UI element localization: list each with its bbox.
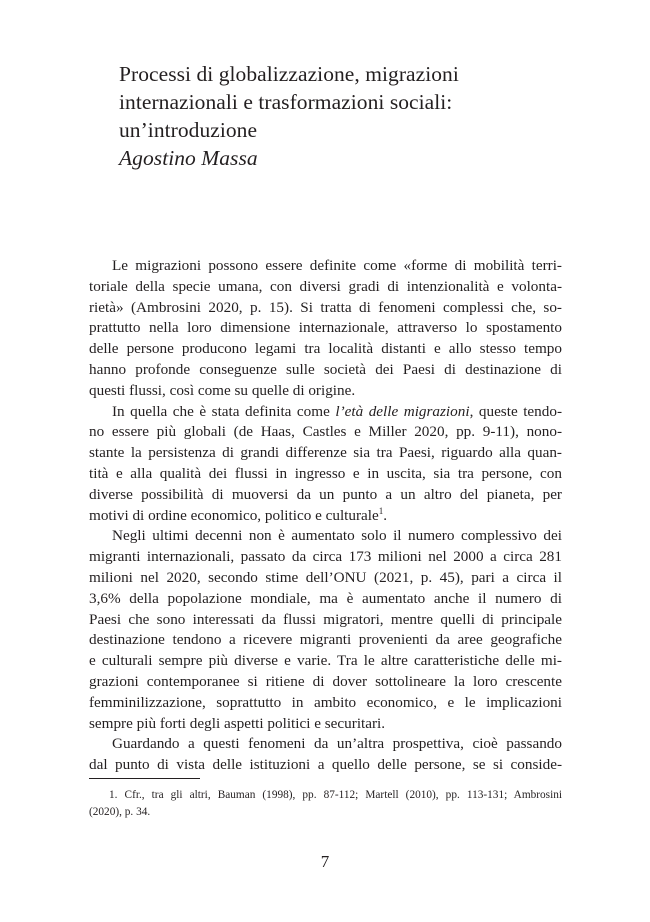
text-line: Negli ultimi decenni non è aumentato solo il numero complessivo dei — [112, 527, 562, 545]
text-line: destinazione tendono a ricevere migranti provenienti da aree geografiche — [89, 631, 562, 649]
text-line: prattutto nella loro dimensione internazionale, attraverso lo spostamento — [89, 319, 562, 337]
text-line: e culturali sempre più diverse e varie. Tra le altre caratteristiche delle mi- — [89, 652, 562, 670]
text-line: femminilizzazione, soprattutto in ambito economico, e le implicazioni — [89, 693, 562, 711]
text-line: delle persone producono legami tra località distanti e allo stesso tempo — [89, 340, 562, 358]
text-line: Le migrazioni possono essere definite come «forme di mobilità terri- — [112, 257, 562, 274]
page-number: 7 — [320, 852, 330, 871]
text-line: diverse possibilità di muoversi da un punto a un altro del pianeta, per — [89, 485, 562, 503]
paragraph — [89, 402, 562, 527]
body-text — [89, 256, 562, 776]
text-line: no essere più globali (de Haas, Castles e Miller 2020, pp. 9-11), nono- — [89, 423, 562, 441]
footnote-separator — [89, 778, 200, 779]
text-line: stante la persistenza di grandi differenze sia tra Paesi, riguardo alla quan- — [89, 444, 562, 462]
text-line: tità e alla qualità dei flussi in ingresso e in uscita, sia tra persone, con — [89, 464, 562, 482]
text-run: In quella che è stata definita come — [112, 402, 336, 420]
footnote-reference[interactable]: 1 — [378, 505, 384, 516]
chapter-title-line: Processi di globalizzazione, migrazioni — [119, 62, 459, 86]
text-line: grazioni contemporanee si ritiene di dover sottolineare la loro crescente — [89, 672, 562, 690]
paragraph — [89, 734, 562, 776]
footnote-line: 1. Cfr., tra gli altri, Bauman (1998), pp. 87-112; Martell (2010), pp. 113-131; Ambrosini — [109, 789, 562, 801]
chapter-title-line: internazionali e trasformazioni sociali: — [119, 90, 453, 114]
text-line: toriale della specie umana, con diversi gradi di intenzionalità e volonta- — [89, 277, 562, 295]
chapter-heading — [119, 60, 539, 172]
text-line: dal punto di vista delle istituzioni a quello delle persone, se si conside- — [89, 756, 562, 774]
text-line — [89, 402, 562, 423]
text-line: sempre più forti degli aspetti politici e securitari. — [89, 714, 386, 732]
chapter-author: Agostino Massa — [119, 146, 258, 170]
text-line: Paesi che sono interessati da flussi migratori, mentre quelli di principale — [89, 610, 562, 628]
text-line: milioni nel 2020, secondo stime dell’ONU (2021, p. 45), pari a circa il — [89, 568, 562, 586]
text-line: hanno profonde conseguenze sulle società dei Paesi di destinazione di — [89, 360, 562, 378]
chapter-title-line: un’introduzione — [119, 118, 258, 142]
text-run: . — [383, 506, 388, 524]
footnote — [89, 787, 562, 821]
text-line: migranti internazionali, passato da circa 173 milioni nel 2000 a circa 281 — [89, 548, 562, 566]
paragraph — [89, 256, 562, 402]
text-line: questi flussi, così come su quelle di origine. — [89, 381, 356, 399]
text-line: rietà» (Ambrosini 2020, p. 15). Si tratta di fenomeni complessi che, so- — [89, 298, 562, 316]
text-run: , queste tendo- — [469, 402, 563, 420]
italic-term: l’età delle migrazioni — [335, 402, 470, 420]
text-line — [89, 506, 562, 527]
paragraph — [89, 526, 562, 734]
footnote-line: (2020), p. 34. — [89, 806, 151, 818]
text-line: 3,6% della popolazione mondiale, ma è aumentato anche il numero di — [89, 589, 562, 607]
text-line: Guardando a questi fenomeni da un’altra prospettiva, cioè passando — [112, 735, 562, 753]
text-run: motivi di ordine economico, politico e culturale — [89, 506, 379, 524]
